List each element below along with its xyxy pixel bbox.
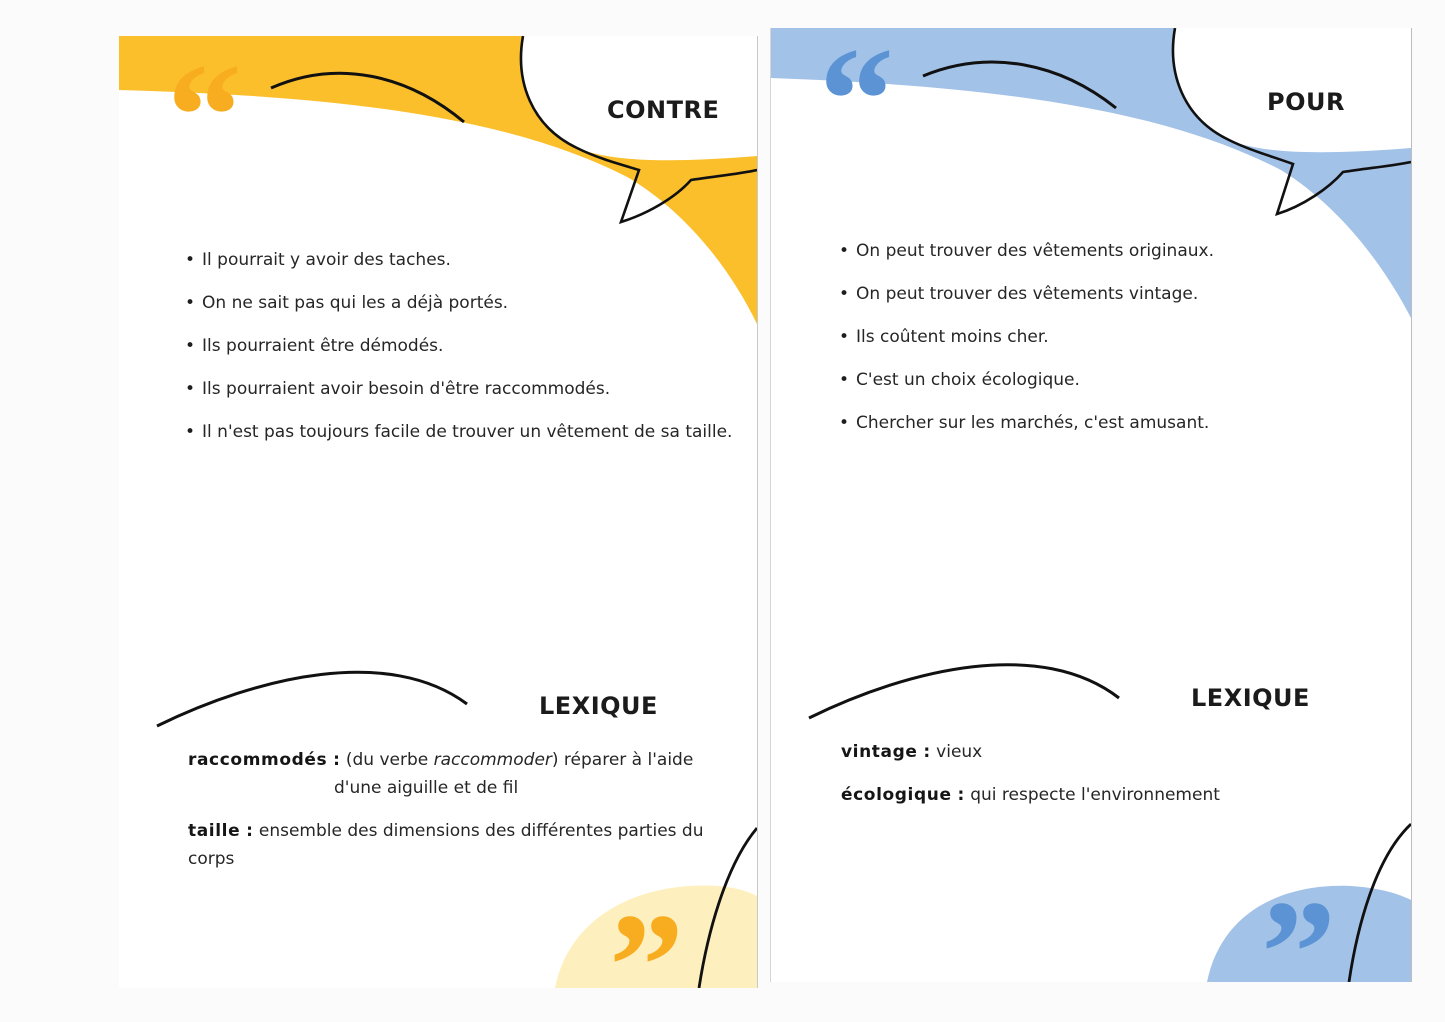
- contre-argument-item: • On ne sait pas qui les a déjà portés.: [185, 292, 732, 335]
- lexique-term: écologique: [841, 785, 952, 805]
- lexique-separator: :: [951, 785, 971, 805]
- open-quote-icon: “: [167, 36, 242, 199]
- decorative-lexique-arc: [809, 665, 1119, 718]
- lexique-term: vintage: [841, 742, 918, 762]
- pour-lexique-heading: LEXIQUE: [1191, 684, 1310, 712]
- lexique-definition-italic: raccommoder: [433, 750, 552, 770]
- lexique-definition: vieux: [936, 742, 983, 762]
- contre-lexique-list: [188, 746, 748, 888]
- pour-card-decoration: [771, 28, 1411, 982]
- lexique-term: raccommodés: [188, 750, 328, 770]
- contre-heading: CONTRE: [607, 96, 720, 124]
- lexique-entry-ecologique: [841, 781, 1401, 809]
- contre-argument-item: • Ils pourraient être démodés.: [185, 335, 732, 378]
- contre-argument-item: • Ils pourraient avoir besoin d'être raccommodés.: [185, 378, 732, 421]
- lexique-entry-raccommodes: [188, 746, 748, 802]
- contre-argument-item: • Il pourrait y avoir des taches.: [185, 249, 732, 292]
- lexique-term: taille: [188, 821, 241, 841]
- close-quote-icon: ”: [1261, 870, 1336, 982]
- pour-lexique-list: [841, 738, 1401, 824]
- lexique-definition-part: (du verbe: [345, 750, 434, 770]
- pour-argument-item: • Ils coûtent moins cher.: [839, 326, 1214, 369]
- pour-heading: POUR: [1267, 88, 1345, 116]
- contre-argument-item: • Il n'est pas toujours facile de trouver un vêtement de sa taille.: [185, 421, 732, 464]
- lexique-definition: qui respecte l'environnement: [970, 785, 1220, 805]
- lexique-definition: ensemble des dimensions des différentes parties du corps: [188, 821, 704, 869]
- contre-lexique-heading: LEXIQUE: [539, 692, 658, 720]
- close-quote-icon: ”: [609, 883, 684, 988]
- lexique-definition-part: ) réparer à l'aide: [551, 750, 694, 770]
- lexique-entry-vintage: [841, 738, 1401, 766]
- pour-argument-item: • On peut trouver des vêtements originaux.: [839, 240, 1214, 283]
- pour-card: [770, 28, 1412, 982]
- lexique-definition-line2: d'une aiguille et de fil: [334, 778, 519, 798]
- contre-card: [119, 36, 758, 988]
- lexique-entry-taille: [188, 817, 748, 873]
- pour-argument-item: • On peut trouver des vêtements vintage.: [839, 283, 1214, 326]
- pour-argument-list: [839, 240, 1214, 455]
- open-quote-icon: “: [819, 28, 894, 183]
- lexique-separator: :: [917, 742, 937, 762]
- contre-argument-list: [185, 249, 732, 464]
- lexique-separator: :: [240, 821, 259, 841]
- pour-argument-item: • C'est un choix écologique.: [839, 369, 1214, 412]
- lexique-separator: :: [327, 750, 346, 770]
- decorative-lexique-arc: [157, 672, 467, 726]
- pour-argument-item: • Chercher sur les marchés, c'est amusant.: [839, 412, 1214, 455]
